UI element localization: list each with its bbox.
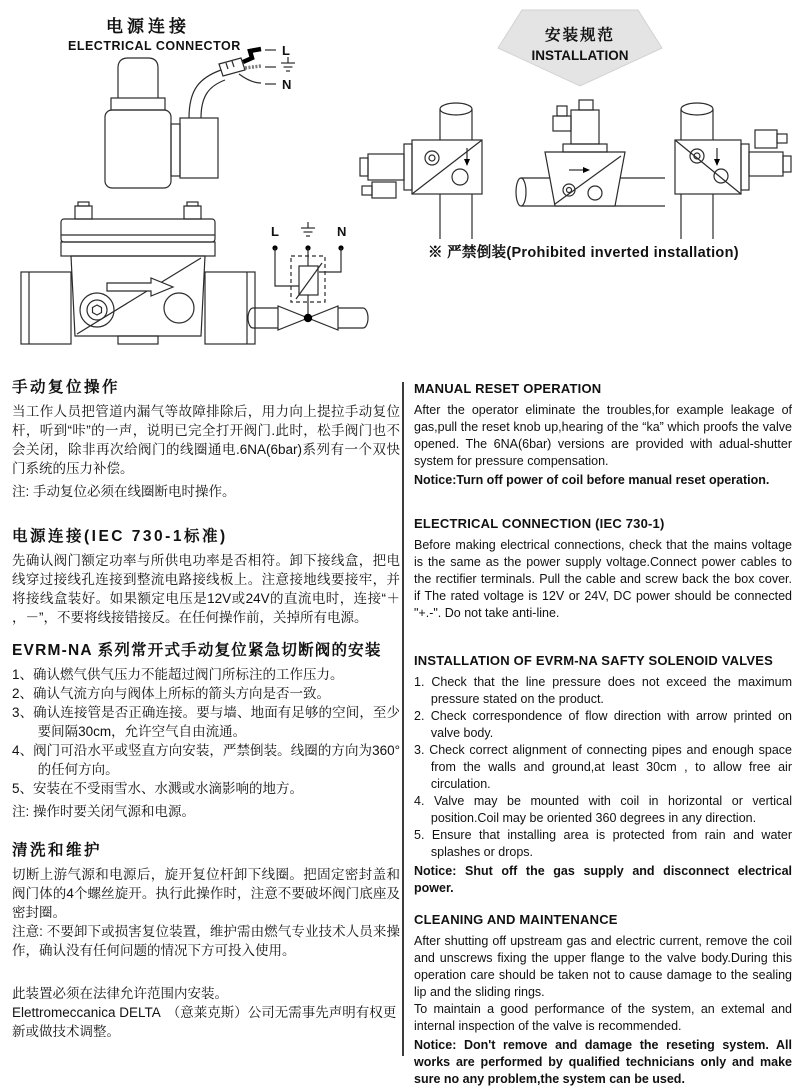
section-heading: 电源连接(IEC 730-1标准)	[12, 528, 228, 545]
section-manual-reset-zh	[12, 378, 400, 501]
title-en: ELECTRICAL CONNECTOR	[68, 39, 241, 53]
section-heading: CLEANING AND MAINTENANCE	[414, 912, 618, 927]
section-heading: EVRM-NA 系列常开式手动复位紧急切断阀的安装	[12, 642, 382, 659]
section-notice: Notice: Don't remove and damage the reseting system. All works are performed by qualified technicians only and make sure no any problem,the system can be used.	[414, 1038, 792, 1086]
section-paragraph: After shutting off upstream gas and electric current, remove the coil and unscrews fixing the upper flange to the valve body.During this operation care should be taken not to cause damage to the sealing lip and the sliding rings.	[414, 934, 792, 999]
section-electrical-connection-en	[414, 515, 792, 622]
section-paragraph: 注意: 不要卸下或损害复位装置，维护需由燃气专业技术人员来操作，确认没有任何问题的情况下方可投入使用。	[12, 924, 400, 958]
section-note: 注: 操作时要关闭气源和电源。	[12, 804, 196, 819]
section-paragraph: 先确认阀门额定功率与所供电功率是否相符。卸下接线盒，把电线穿过接线孔连接到整流电路接线板上。注意接地线要接牢，并将接线盒装好。如果额定电压是12V或24V的直流电时，连接“＋ ，－”，不要将线接错接反。在任何操作前，关掉所有电源。	[12, 553, 400, 625]
list-item: 4、阀门可沿水平或竖直方向安装，严禁倒装。线圈的方向为360°的任何方向。	[12, 743, 400, 777]
column-divider	[402, 382, 404, 1056]
chinese-column	[12, 378, 400, 1041]
section-paragraph: To maintain a good performance of the system, an extemal and internal inspection of the valve is recommended.	[414, 1002, 792, 1033]
section-paragraph: 当工作人员把管道内漏气等故障排除后，用力向上提拉手动复位杆，听到“咔”的一声，说明已完全打开阀门.此时，松手阀门也不会关闭，除非再次给阀门的线圈通电.6NA(6bar)系列有一个双快门系统的压力补偿。	[12, 404, 400, 476]
ground-icon	[281, 57, 295, 71]
section-notice: Notice: Shut off the gas supply and disconnect electrical power.	[414, 864, 792, 895]
english-column	[414, 380, 792, 1088]
rectifier-symbol	[296, 263, 322, 314]
section-paragraph: After the operator eliminate the troubles,for example leakage of gas,pull the reset knob up,hearing of the “ka” which proofs the valve opened. The 6NA(6bar) versions are provided with adual-shutter system for pressure compensation.	[414, 403, 792, 468]
section-cleaning-zh	[12, 841, 400, 960]
section-installation-zh	[12, 641, 400, 821]
installation-diagrams	[355, 4, 800, 242]
section-heading: ELECTRICAL CONNECTION (IEC 730-1)	[414, 516, 665, 531]
schematic-neutral-label: N	[337, 224, 347, 239]
list-item: 1、确认燃气供气压力不能超过阀门所标注的工作压力。	[12, 667, 344, 682]
list-item: 5、安装在不受雨雪水、水溅或水滴影响的地方。	[12, 781, 304, 796]
installation-diagram-vertical-left	[360, 103, 482, 239]
section-installation-en	[414, 652, 792, 897]
schematic-wires	[275, 248, 341, 286]
section-cleaning-en	[414, 911, 792, 1088]
section-heading: 手动复位操作	[12, 379, 121, 396]
list-item: 2、确认气流方向与阀体上所标的箭头方向是否一致。	[12, 686, 331, 701]
banner-title-en: INSTALLATION	[531, 48, 629, 63]
live-wire-label: L	[282, 43, 290, 58]
wiring-schematic-drawing	[243, 218, 373, 358]
prohibited-inverted-note: ※ 严禁倒装(Prohibited inverted installation)	[428, 245, 739, 261]
list-item: 4. Valve may be mounted with coil in horizontal or vertical position.Coil may be oriented 360 degrees in any direction.	[414, 794, 792, 825]
list-item: 5. Ensure that installing area is protected from rain and water splashes or drops.	[414, 828, 792, 859]
schematic-live-label: L	[271, 224, 279, 239]
section-paragraph: 切断上游气源和电源后，旋开复位杆卸下线圈。把固定密封盖和阀门体的4个螺丝旋开。执行此操作时，注意不要破坏阀门底座及密封圈。	[12, 867, 400, 920]
footer-line: 此装置必须在法律允许范围内安装。	[12, 986, 228, 1001]
neutral-wire-label: N	[282, 77, 292, 92]
section-paragraph: Before making electrical connections, check that the mains voltage is the same as the power supply voltage.Connect power cables to the rectifier terminals. Pull the cable and screw back the box cover. if The rated voltage is 12V or 24V, DC power should be connected "+.-". Do not take anti-line.	[414, 538, 792, 620]
valve-coil-outline	[105, 58, 245, 188]
section-electrical-connection-zh	[12, 527, 400, 627]
list-item: 3、确认连接管是否正确连接。要与墙、地面有足够的空间，至少要间隔30cm，允许空气自由流通。	[12, 705, 400, 739]
section-manual-reset-en	[414, 380, 792, 489]
section-heading: INSTALLATION OF EVRM-NA SAFTY SOLENOID VALVES	[414, 653, 774, 668]
banner-title-zh: 安装规范	[544, 27, 616, 44]
list-item: 2. Check correspondence of flow direction with arrow printed on valve body.	[414, 709, 792, 740]
valve-body-outline	[21, 202, 255, 344]
title-zh: 电源连接	[106, 17, 190, 36]
installation-diagram-vertical-right	[675, 103, 791, 239]
legal-footer	[12, 984, 400, 1041]
section-notice: Notice:Turn off power of coil before manual reset operation.	[414, 473, 770, 487]
footer-line: Elettromeccanica DELTA （意莱克斯）公司无需事先声明有权更新或做技术调整。	[12, 1005, 397, 1039]
list-item: 1. Check that the line pressure does not exceed the maximum pressure stated on the product.	[414, 675, 792, 706]
list-item: 3. Check correct alignment of connecting pipes and enough space from the walls and ground,at least 30cm , to allow free air circulation.	[414, 743, 792, 791]
ground-icon	[301, 222, 315, 236]
section-heading: MANUAL RESET OPERATION	[414, 381, 602, 396]
section-note: 注: 手动复位必须在线圈断电时操作。	[12, 484, 236, 499]
installation-diagram-horizontal-center	[516, 100, 665, 206]
section-heading: 清洗和维护	[12, 842, 103, 859]
wires	[239, 49, 276, 84]
